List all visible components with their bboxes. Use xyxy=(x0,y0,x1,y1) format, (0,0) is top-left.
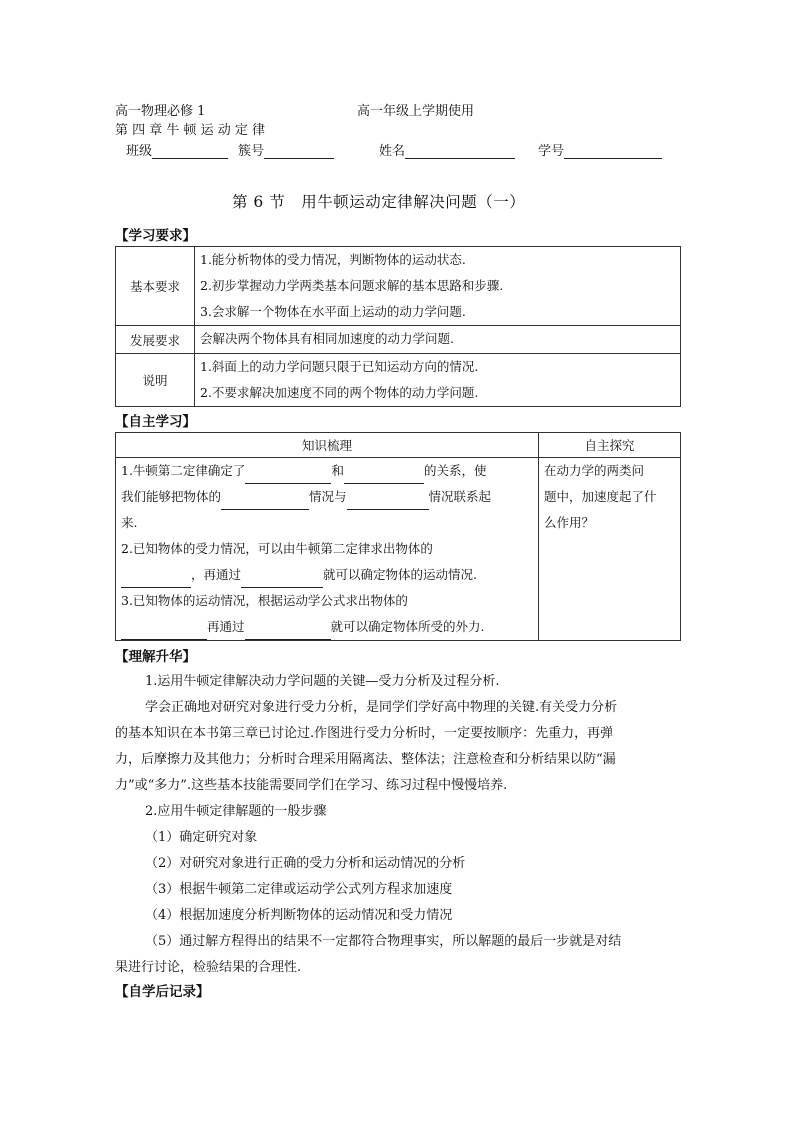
paragraph-line: 力，后摩擦力及其他力；分析时合理采用隔离法、整体法；注意检查和分析结果以防“漏 xyxy=(115,752,616,767)
note-cell xyxy=(195,354,681,407)
class-field-label: 班级 xyxy=(126,144,153,159)
step-item: （5）通过解方程得出的结果不一定都符合物理事实，所以解题的最后一步就是对结 xyxy=(145,934,622,949)
step-item: （3）根据牛顿第二定律或运动学公式列方程求加速度 xyxy=(145,882,453,897)
seat-field xyxy=(238,140,334,159)
explore-cell[interactable] xyxy=(539,458,681,641)
blank-input[interactable] xyxy=(221,495,309,510)
id-input[interactable] xyxy=(564,144,662,159)
basic-item: 3.会求解一个物体在水平面上运动的动力学问题. xyxy=(200,304,466,319)
explore-line: 么作用？ xyxy=(544,515,595,530)
requirements-table xyxy=(115,246,681,407)
knowledge-line: 3.已知物体的运动情况，根据运动学公式求出物体的 xyxy=(121,593,408,608)
key-point-2: 2.应用牛顿定律解题的一般步骤 xyxy=(145,804,327,819)
self-study-table xyxy=(115,432,681,641)
section-heading-understanding: 【理解升华】 xyxy=(115,649,196,665)
chapter-label: 第 四 章 牛 顿 运 动 定 律 xyxy=(115,123,266,138)
note-label: 说明 xyxy=(116,354,195,407)
knowledge-line: 1.牛顿第二定律确定了 和 的关系，使 xyxy=(116,458,538,484)
seat-input[interactable] xyxy=(264,144,334,159)
blank-input[interactable] xyxy=(121,573,191,588)
paragraph-line: 力”或“多力”.这些基本技能需要同学们在学习、练习过程中慢慢培养. xyxy=(115,778,508,793)
develop-requirements-cell xyxy=(195,326,681,354)
id-field xyxy=(538,140,662,159)
page-title: 第 6 节 用牛顿运动定律解决问题（一） xyxy=(232,193,526,211)
step-item-continued: 果进行讨论，检验结果的合理性. xyxy=(115,960,302,975)
knowledge-header: 知识梳理 xyxy=(116,433,539,458)
blank-input[interactable] xyxy=(241,573,323,588)
basic-item: 1.能分析物体的受力情况，判断物体的运动状态. xyxy=(200,252,466,267)
blank-input[interactable] xyxy=(245,469,331,484)
step-item: （2）对研究对象进行正确的受力分析和运动情况的分析 xyxy=(145,856,466,871)
basic-item: 2.初步掌握动力学两类基本问题求解的基本思路和步骤. xyxy=(200,278,504,293)
paragraph-line: 学会正确地对研究对象进行受力分析，是同学们学好高中物理的关键.有关受力分析 xyxy=(145,700,618,715)
paragraph-line: 的基本知识在本书第三章已讨论过.作图进行受力分析时，一定要按顺序：先重力，再弹 xyxy=(115,726,614,741)
knowledge-line: 我们能够把物体的 情况与 情况联系起 xyxy=(116,484,538,510)
blank-input[interactable] xyxy=(344,469,424,484)
note-item: 2.不要求解决加速度不同的两个物体的动力学问题. xyxy=(200,385,479,400)
key-point-1: 1.运用牛顿定律解决动力学问题的关键—受力分析及过程分析. xyxy=(145,674,500,689)
develop-item: 会解决两个物体具有相同加速度的动力学问题. xyxy=(200,331,454,346)
explore-header: 自主探究 xyxy=(539,433,681,458)
section-heading-self-study: 【自主学习】 xyxy=(115,414,196,430)
step-item: （1）确定研究对象 xyxy=(145,830,258,845)
knowledge-line: 再通过 就可以确定物体所受的外力. xyxy=(116,614,538,640)
note-item: 1.斜面上的动力学问题只限于已知运动方向的情况. xyxy=(200,359,479,374)
section-heading-requirements: 【学习要求】 xyxy=(115,228,196,244)
name-field-label: 姓名 xyxy=(379,144,406,159)
grade-label: 高一年级上学期使用 xyxy=(357,104,475,119)
explore-line: 在动力学的两类问 xyxy=(544,463,645,478)
class-field xyxy=(126,140,228,159)
name-input[interactable] xyxy=(405,144,515,159)
seat-field-label: 簇号 xyxy=(238,144,265,159)
subject-label: 高一物理必修 1 xyxy=(115,104,206,119)
knowledge-cell xyxy=(116,458,539,641)
name-field xyxy=(379,140,515,159)
knowledge-line: ，再通过 就可以确定物体的运动情况. xyxy=(116,562,538,588)
explore-line: 题中，加速度起了什 xyxy=(544,489,657,504)
basic-requirements-cell xyxy=(195,247,681,326)
id-field-label: 学号 xyxy=(538,144,565,159)
blank-input[interactable] xyxy=(347,495,429,510)
develop-requirements-label: 发展要求 xyxy=(116,326,195,354)
section-heading-after-notes: 【自学后记录】 xyxy=(115,984,210,1000)
blank-input[interactable] xyxy=(245,625,331,640)
blank-input[interactable] xyxy=(121,625,207,640)
basic-requirements-label: 基本要求 xyxy=(116,247,195,326)
class-input[interactable] xyxy=(152,144,228,159)
knowledge-line: 来. xyxy=(121,515,138,530)
step-item: （4）根据加速度分析判断物体的运动情况和受力情况 xyxy=(145,908,453,923)
knowledge-line: 2.已知物体的受力情况，可以由牛顿第二定律求出物体的 xyxy=(121,541,433,556)
